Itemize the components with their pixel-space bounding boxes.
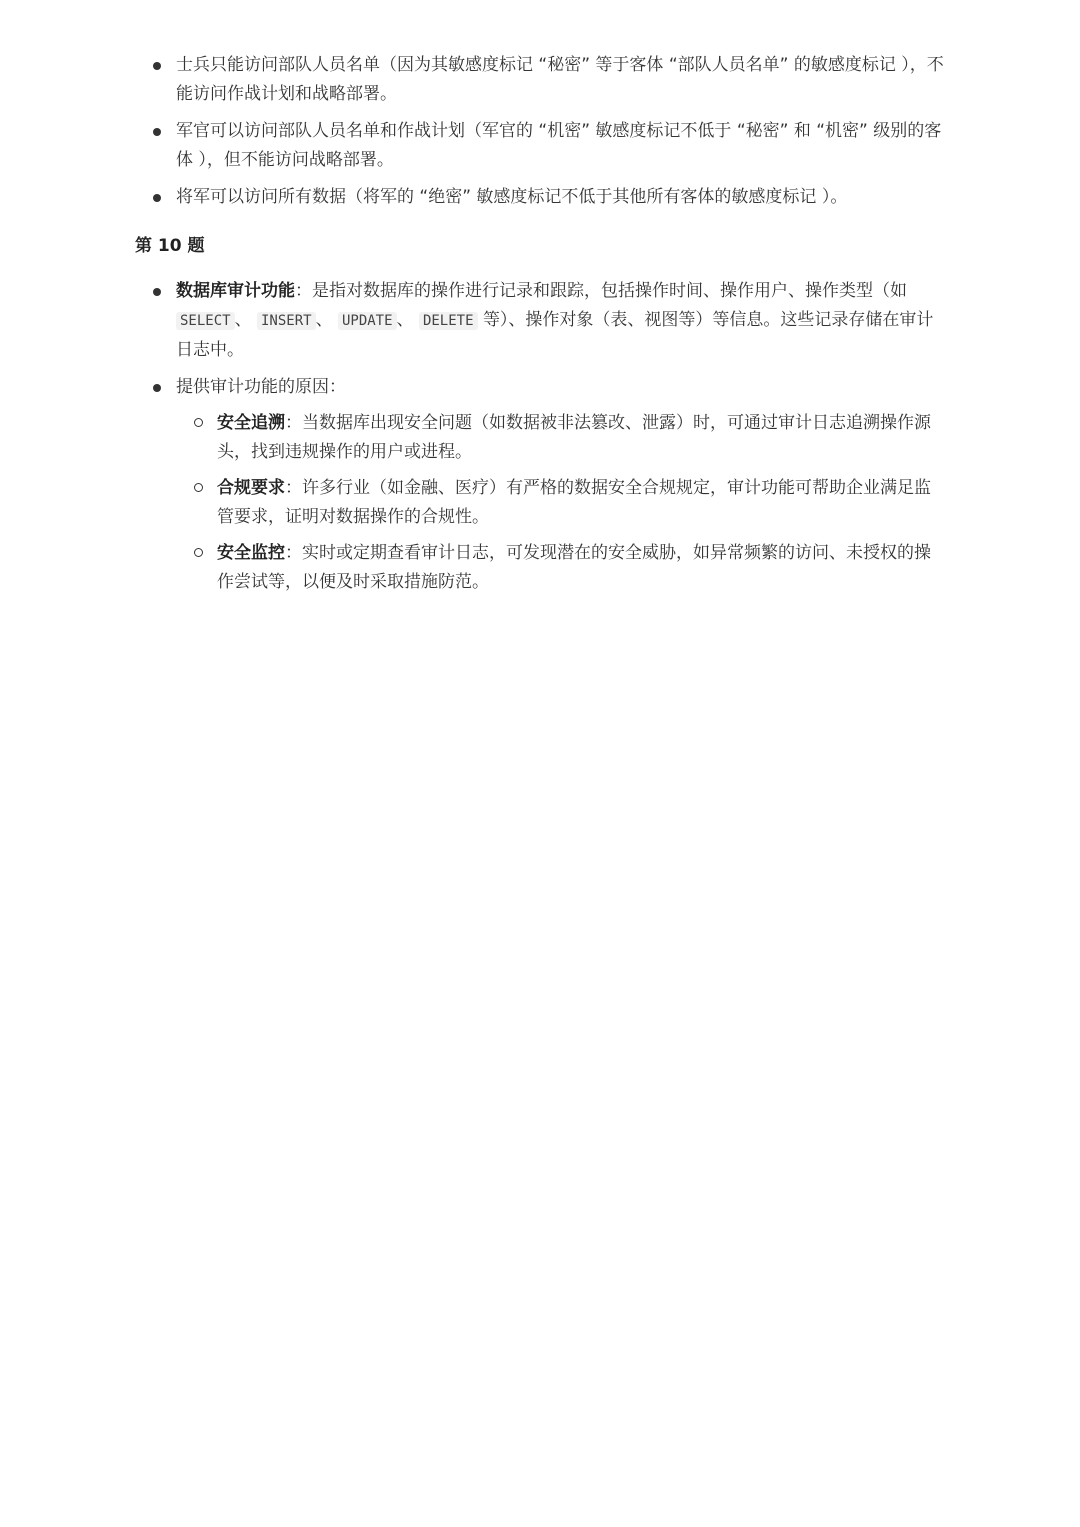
list-item [135,117,945,175]
audit-text-b: 等）、操作对象（表、视图等）等信息。这些记录存储在审计日志中。 [176,310,934,360]
access-list [135,51,945,212]
list-item [135,183,945,212]
sublist-item [176,539,945,597]
list-item-text: 士兵只能访问部队人员名单（因为其敏感度标记 “秘密” 等于客体 “部队人员名单” 的敏感度标记 ），不能访问作战计划和战略部署。 [176,55,944,104]
audit-list [135,277,945,597]
sublist-item [176,474,945,532]
list-item [135,51,945,109]
reason-term: 安全追溯 [217,413,285,433]
term-colon: ： [295,281,312,301]
list-item-audit-definition [135,277,945,365]
sublist-item [176,409,945,467]
section-title: 第 10 题 [135,236,205,256]
code-update: UPDATE [338,312,397,330]
code-select: SELECT [176,312,235,330]
list-item-text: 将军可以访问所有数据（将军的 “绝密” 敏感度标记不低于其他所有客体的敏感度标记 ）。 [176,187,848,207]
separator: 、 [396,310,414,330]
reason-text: ：实时或定期查看审计日志，可发现潜在的安全威胁，如异常频繁的访问、未授权的操作尝试等，以便及时采取措施防范。 [217,543,931,592]
reason-text: ：许多行业（如金融、医疗）有严格的数据安全合规规定，审计功能可帮助企业满足监管要求，证明对数据操作的合规性。 [217,478,931,527]
list-item-reasons [135,373,945,597]
code-insert: INSERT [257,312,316,330]
reasons-intro: 提供审计功能的原因： [176,377,346,397]
reasons-sublist [176,409,945,597]
document-content [135,51,945,605]
list-item-text: 军官可以访问部队人员名单和作战计划（军官的 “机密” 敏感度标记不低于 “秘密” 和 “机密” 级别的客体 ），但不能访问战略部署。 [176,121,942,170]
reason-term: 安全监控 [217,543,285,563]
separator: 、 [234,310,252,330]
term-label: 数据库审计功能 [176,281,295,301]
separator: 、 [315,310,333,330]
audit-text-a: 是指对数据库的操作进行记录和跟踪，包括操作时间、操作用户、操作类型（如 [312,281,907,301]
reason-term: 合规要求 [217,478,285,498]
code-delete: DELETE [419,312,478,330]
reason-text: ：当数据库出现安全问题（如数据被非法篡改、泄露）时，可通过审计日志追溯操作源头，找到违规操作的用户或进程。 [217,413,931,462]
